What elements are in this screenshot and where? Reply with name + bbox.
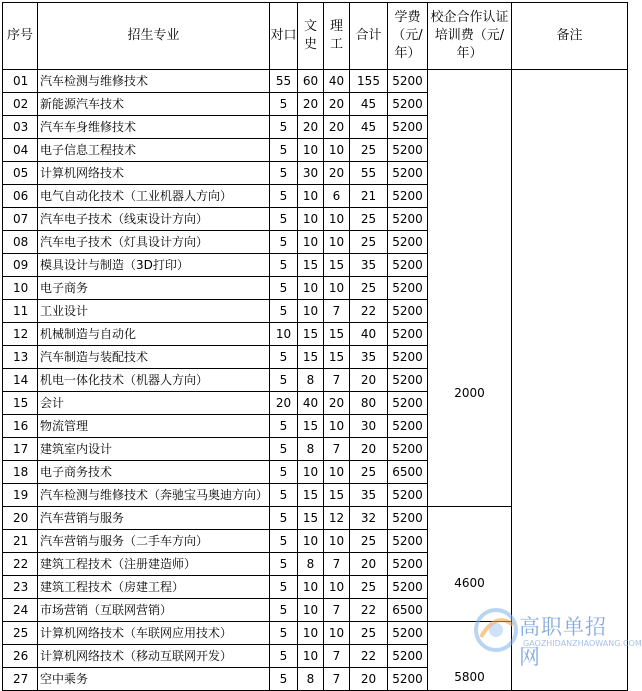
cell-tuition: 5200 <box>388 553 428 576</box>
cell-ligong: 15 <box>324 254 350 277</box>
cell-major: 计算机网络技术 <box>38 162 270 185</box>
cell-total: 25 <box>350 622 388 645</box>
header-note: 备注 <box>512 3 628 70</box>
cell-wenshi: 15 <box>298 415 324 438</box>
cell-ligong: 7 <box>324 645 350 668</box>
cell-seq: 03 <box>3 116 38 139</box>
cell-tuition: 5200 <box>388 139 428 162</box>
cell-total: 80 <box>350 392 388 415</box>
cell-major: 物流管理 <box>38 415 270 438</box>
header-row <box>3 3 628 70</box>
cell-tuition: 5200 <box>388 668 428 691</box>
cell-duikou: 5 <box>270 346 298 369</box>
cell-tuition: 5200 <box>388 185 428 208</box>
cell-ligong: 10 <box>324 622 350 645</box>
cell-ligong: 10 <box>324 530 350 553</box>
cell-total: 30 <box>350 415 388 438</box>
cell-seq: 14 <box>3 369 38 392</box>
cell-ligong: 20 <box>324 116 350 139</box>
cell-major: 工业设计 <box>38 300 270 323</box>
header-cert-fee: 校企合作认证培训费（元/年） <box>428 3 512 70</box>
cell-wenshi: 20 <box>298 116 324 139</box>
cell-ligong: 10 <box>324 461 350 484</box>
cell-cert-fee: 5800 <box>428 622 512 691</box>
cell-duikou: 5 <box>270 300 298 323</box>
cell-major: 空中乘务 <box>38 668 270 691</box>
cell-duikou: 5 <box>270 507 298 530</box>
cell-ligong: 7 <box>324 300 350 323</box>
cell-tuition: 5200 <box>388 346 428 369</box>
cell-duikou: 5 <box>270 139 298 162</box>
cell-duikou: 5 <box>270 668 298 691</box>
cell-duikou: 20 <box>270 392 298 415</box>
cell-major: 汽车营销与服务（二手车方向） <box>38 530 270 553</box>
cell-wenshi: 15 <box>298 346 324 369</box>
cell-wenshi: 10 <box>298 185 324 208</box>
cell-seq: 17 <box>3 438 38 461</box>
table-body <box>3 70 628 691</box>
cell-total: 20 <box>350 369 388 392</box>
cell-duikou: 5 <box>270 231 298 254</box>
cell-seq: 09 <box>3 254 38 277</box>
cell-tuition: 5200 <box>388 576 428 599</box>
header-wenshi: 文史 <box>298 3 324 70</box>
cell-total: 40 <box>350 323 388 346</box>
cell-tuition: 5200 <box>388 70 428 93</box>
cell-ligong: 20 <box>324 162 350 185</box>
cell-ligong: 20 <box>324 93 350 116</box>
cell-major: 计算机网络技术（车联网应用技术） <box>38 622 270 645</box>
cell-total: 22 <box>350 645 388 668</box>
cell-total: 35 <box>350 346 388 369</box>
header-total: 合计 <box>350 3 388 70</box>
cell-duikou: 5 <box>270 369 298 392</box>
cell-major: 电子商务 <box>38 277 270 300</box>
cell-ligong: 6 <box>324 185 350 208</box>
cell-major: 模具设计与制造（3D打印） <box>38 254 270 277</box>
cell-wenshi: 10 <box>298 300 324 323</box>
cell-duikou: 5 <box>270 576 298 599</box>
cell-seq: 27 <box>3 668 38 691</box>
cell-ligong: 10 <box>324 576 350 599</box>
cell-duikou: 5 <box>270 530 298 553</box>
cell-seq: 12 <box>3 323 38 346</box>
cell-seq: 16 <box>3 415 38 438</box>
cell-total: 20 <box>350 668 388 691</box>
cell-wenshi: 40 <box>298 392 324 415</box>
cell-total: 55 <box>350 162 388 185</box>
cell-duikou: 5 <box>270 484 298 507</box>
cell-major: 电子商务技术 <box>38 461 270 484</box>
cell-seq: 06 <box>3 185 38 208</box>
cell-major: 汽车检测与维修技术 <box>38 70 270 93</box>
cell-wenshi: 8 <box>298 553 324 576</box>
cell-total: 22 <box>350 599 388 622</box>
cell-wenshi: 8 <box>298 369 324 392</box>
cell-total: 45 <box>350 93 388 116</box>
cell-total: 20 <box>350 438 388 461</box>
cell-wenshi: 20 <box>298 93 324 116</box>
cell-seq: 05 <box>3 162 38 185</box>
cell-total: 35 <box>350 484 388 507</box>
table-row <box>3 70 628 93</box>
cell-duikou: 5 <box>270 185 298 208</box>
cell-wenshi: 10 <box>298 277 324 300</box>
cell-major: 机电一体化技术（机器人方向） <box>38 369 270 392</box>
cell-seq: 10 <box>3 277 38 300</box>
cell-total: 25 <box>350 530 388 553</box>
cell-duikou: 55 <box>270 70 298 93</box>
header-tuition: 学费（元/年） <box>388 3 428 70</box>
cell-wenshi: 10 <box>298 139 324 162</box>
watermark-text: 高职单招网 <box>519 615 607 669</box>
cell-duikou: 5 <box>270 461 298 484</box>
cell-major: 汽车电子技术（线束设计方向） <box>38 208 270 231</box>
cell-duikou: 10 <box>270 323 298 346</box>
cell-ligong: 10 <box>324 139 350 162</box>
cell-ligong: 10 <box>324 208 350 231</box>
cell-seq: 26 <box>3 645 38 668</box>
cell-total: 25 <box>350 576 388 599</box>
cell-wenshi: 60 <box>298 70 324 93</box>
cell-tuition: 5200 <box>388 300 428 323</box>
cell-tuition: 5200 <box>388 254 428 277</box>
cell-total: 25 <box>350 231 388 254</box>
cell-major: 汽车制造与装配技术 <box>38 346 270 369</box>
cell-wenshi: 10 <box>298 576 324 599</box>
cell-duikou: 5 <box>270 93 298 116</box>
cell-ligong: 7 <box>324 438 350 461</box>
cell-major: 电气自动化技术（工业机器人方向） <box>38 185 270 208</box>
cell-duikou: 5 <box>270 254 298 277</box>
cell-ligong: 7 <box>324 668 350 691</box>
cell-wenshi: 30 <box>298 162 324 185</box>
cell-wenshi: 10 <box>298 622 324 645</box>
cell-wenshi: 10 <box>298 461 324 484</box>
cell-total: 21 <box>350 185 388 208</box>
watermark-logo-icon <box>473 607 519 653</box>
cell-tuition: 5200 <box>388 116 428 139</box>
cell-major: 机械制造与自动化 <box>38 323 270 346</box>
cell-total: 32 <box>350 507 388 530</box>
cell-cert-fee: 4600 <box>428 507 512 622</box>
cell-total: 25 <box>350 139 388 162</box>
cell-total: 22 <box>350 300 388 323</box>
cell-tuition: 5200 <box>388 438 428 461</box>
cell-major: 会计 <box>38 392 270 415</box>
cell-tuition: 5200 <box>388 208 428 231</box>
cell-tuition: 6500 <box>388 461 428 484</box>
cell-major: 汽车车身维修技术 <box>38 116 270 139</box>
cell-total: 35 <box>350 254 388 277</box>
cell-major: 新能源汽车技术 <box>38 93 270 116</box>
cell-wenshi: 10 <box>298 530 324 553</box>
cell-wenshi: 10 <box>298 208 324 231</box>
cell-seq: 20 <box>3 507 38 530</box>
cell-duikou: 5 <box>270 553 298 576</box>
cell-seq: 23 <box>3 576 38 599</box>
cell-total: 25 <box>350 461 388 484</box>
watermark <box>473 607 642 669</box>
cell-tuition: 5200 <box>388 231 428 254</box>
cell-ligong: 15 <box>324 346 350 369</box>
cell-tuition: 5200 <box>388 645 428 668</box>
cell-ligong: 12 <box>324 507 350 530</box>
cell-wenshi: 15 <box>298 507 324 530</box>
cell-tuition: 5200 <box>388 392 428 415</box>
cell-cert-fee: 2000 <box>428 70 512 507</box>
cell-ligong: 10 <box>324 277 350 300</box>
cell-major: 电子信息工程技术 <box>38 139 270 162</box>
cell-major: 市场营销（互联网营销） <box>38 599 270 622</box>
cell-duikou: 5 <box>270 599 298 622</box>
cell-seq: 02 <box>3 93 38 116</box>
cell-wenshi: 10 <box>298 231 324 254</box>
cell-tuition: 5200 <box>388 622 428 645</box>
cell-duikou: 5 <box>270 162 298 185</box>
cell-ligong: 15 <box>324 484 350 507</box>
cell-wenshi: 8 <box>298 668 324 691</box>
cell-tuition: 5200 <box>388 415 428 438</box>
cell-major: 计算机网络技术（移动互联网开发） <box>38 645 270 668</box>
cell-ligong: 10 <box>324 415 350 438</box>
enrollment-table <box>2 2 628 691</box>
cell-seq: 11 <box>3 300 38 323</box>
cell-tuition: 5200 <box>388 277 428 300</box>
cell-ligong: 7 <box>324 553 350 576</box>
cell-note <box>512 70 628 691</box>
cell-seq: 13 <box>3 346 38 369</box>
header-seq: 序号 <box>3 3 38 70</box>
cell-duikou: 5 <box>270 415 298 438</box>
cell-major: 汽车检测与维修技术（奔驰宝马奥迪方向） <box>38 484 270 507</box>
cell-wenshi: 8 <box>298 438 324 461</box>
cell-tuition: 5200 <box>388 93 428 116</box>
cell-total: 25 <box>350 277 388 300</box>
cell-major: 汽车电子技术（灯具设计方向） <box>38 231 270 254</box>
cell-seq: 24 <box>3 599 38 622</box>
cell-total: 20 <box>350 553 388 576</box>
cell-seq: 04 <box>3 139 38 162</box>
cell-tuition: 5200 <box>388 530 428 553</box>
cell-tuition: 5200 <box>388 507 428 530</box>
cell-tuition: 5200 <box>388 162 428 185</box>
cell-duikou: 5 <box>270 622 298 645</box>
cell-seq: 25 <box>3 622 38 645</box>
cell-duikou: 5 <box>270 116 298 139</box>
cell-seq: 07 <box>3 208 38 231</box>
cell-ligong: 10 <box>324 231 350 254</box>
cell-total: 155 <box>350 70 388 93</box>
cell-ligong: 7 <box>324 369 350 392</box>
cell-duikou: 5 <box>270 277 298 300</box>
cell-wenshi: 10 <box>298 599 324 622</box>
cell-wenshi: 10 <box>298 645 324 668</box>
cell-wenshi: 15 <box>298 484 324 507</box>
cell-duikou: 5 <box>270 208 298 231</box>
watermark-subtext: GAOZHIDANZHAOWANG.COM <box>523 639 642 648</box>
cell-ligong: 40 <box>324 70 350 93</box>
cell-seq: 19 <box>3 484 38 507</box>
cell-total: 25 <box>350 208 388 231</box>
cell-major: 建筑工程技术（注册建造师） <box>38 553 270 576</box>
cell-tuition: 6500 <box>388 599 428 622</box>
cell-seq: 21 <box>3 530 38 553</box>
cell-duikou: 5 <box>270 438 298 461</box>
cell-wenshi: 15 <box>298 254 324 277</box>
cell-seq: 01 <box>3 70 38 93</box>
cell-tuition: 5200 <box>388 484 428 507</box>
cell-ligong: 7 <box>324 599 350 622</box>
cell-major: 建筑室内设计 <box>38 438 270 461</box>
cell-seq: 22 <box>3 553 38 576</box>
cell-wenshi: 15 <box>298 323 324 346</box>
cell-tuition: 5200 <box>388 369 428 392</box>
cell-seq: 18 <box>3 461 38 484</box>
cell-seq: 15 <box>3 392 38 415</box>
cell-major: 汽车营销与服务 <box>38 507 270 530</box>
cell-tuition: 5200 <box>388 323 428 346</box>
cell-seq: 08 <box>3 231 38 254</box>
cell-duikou: 5 <box>270 645 298 668</box>
header-duikou: 对口 <box>270 3 298 70</box>
header-major: 招生专业 <box>38 3 270 70</box>
cell-ligong: 20 <box>324 392 350 415</box>
cell-major: 建筑工程技术（房建工程） <box>38 576 270 599</box>
cell-ligong: 15 <box>324 323 350 346</box>
cell-total: 45 <box>350 116 388 139</box>
header-ligong: 理工 <box>324 3 350 70</box>
